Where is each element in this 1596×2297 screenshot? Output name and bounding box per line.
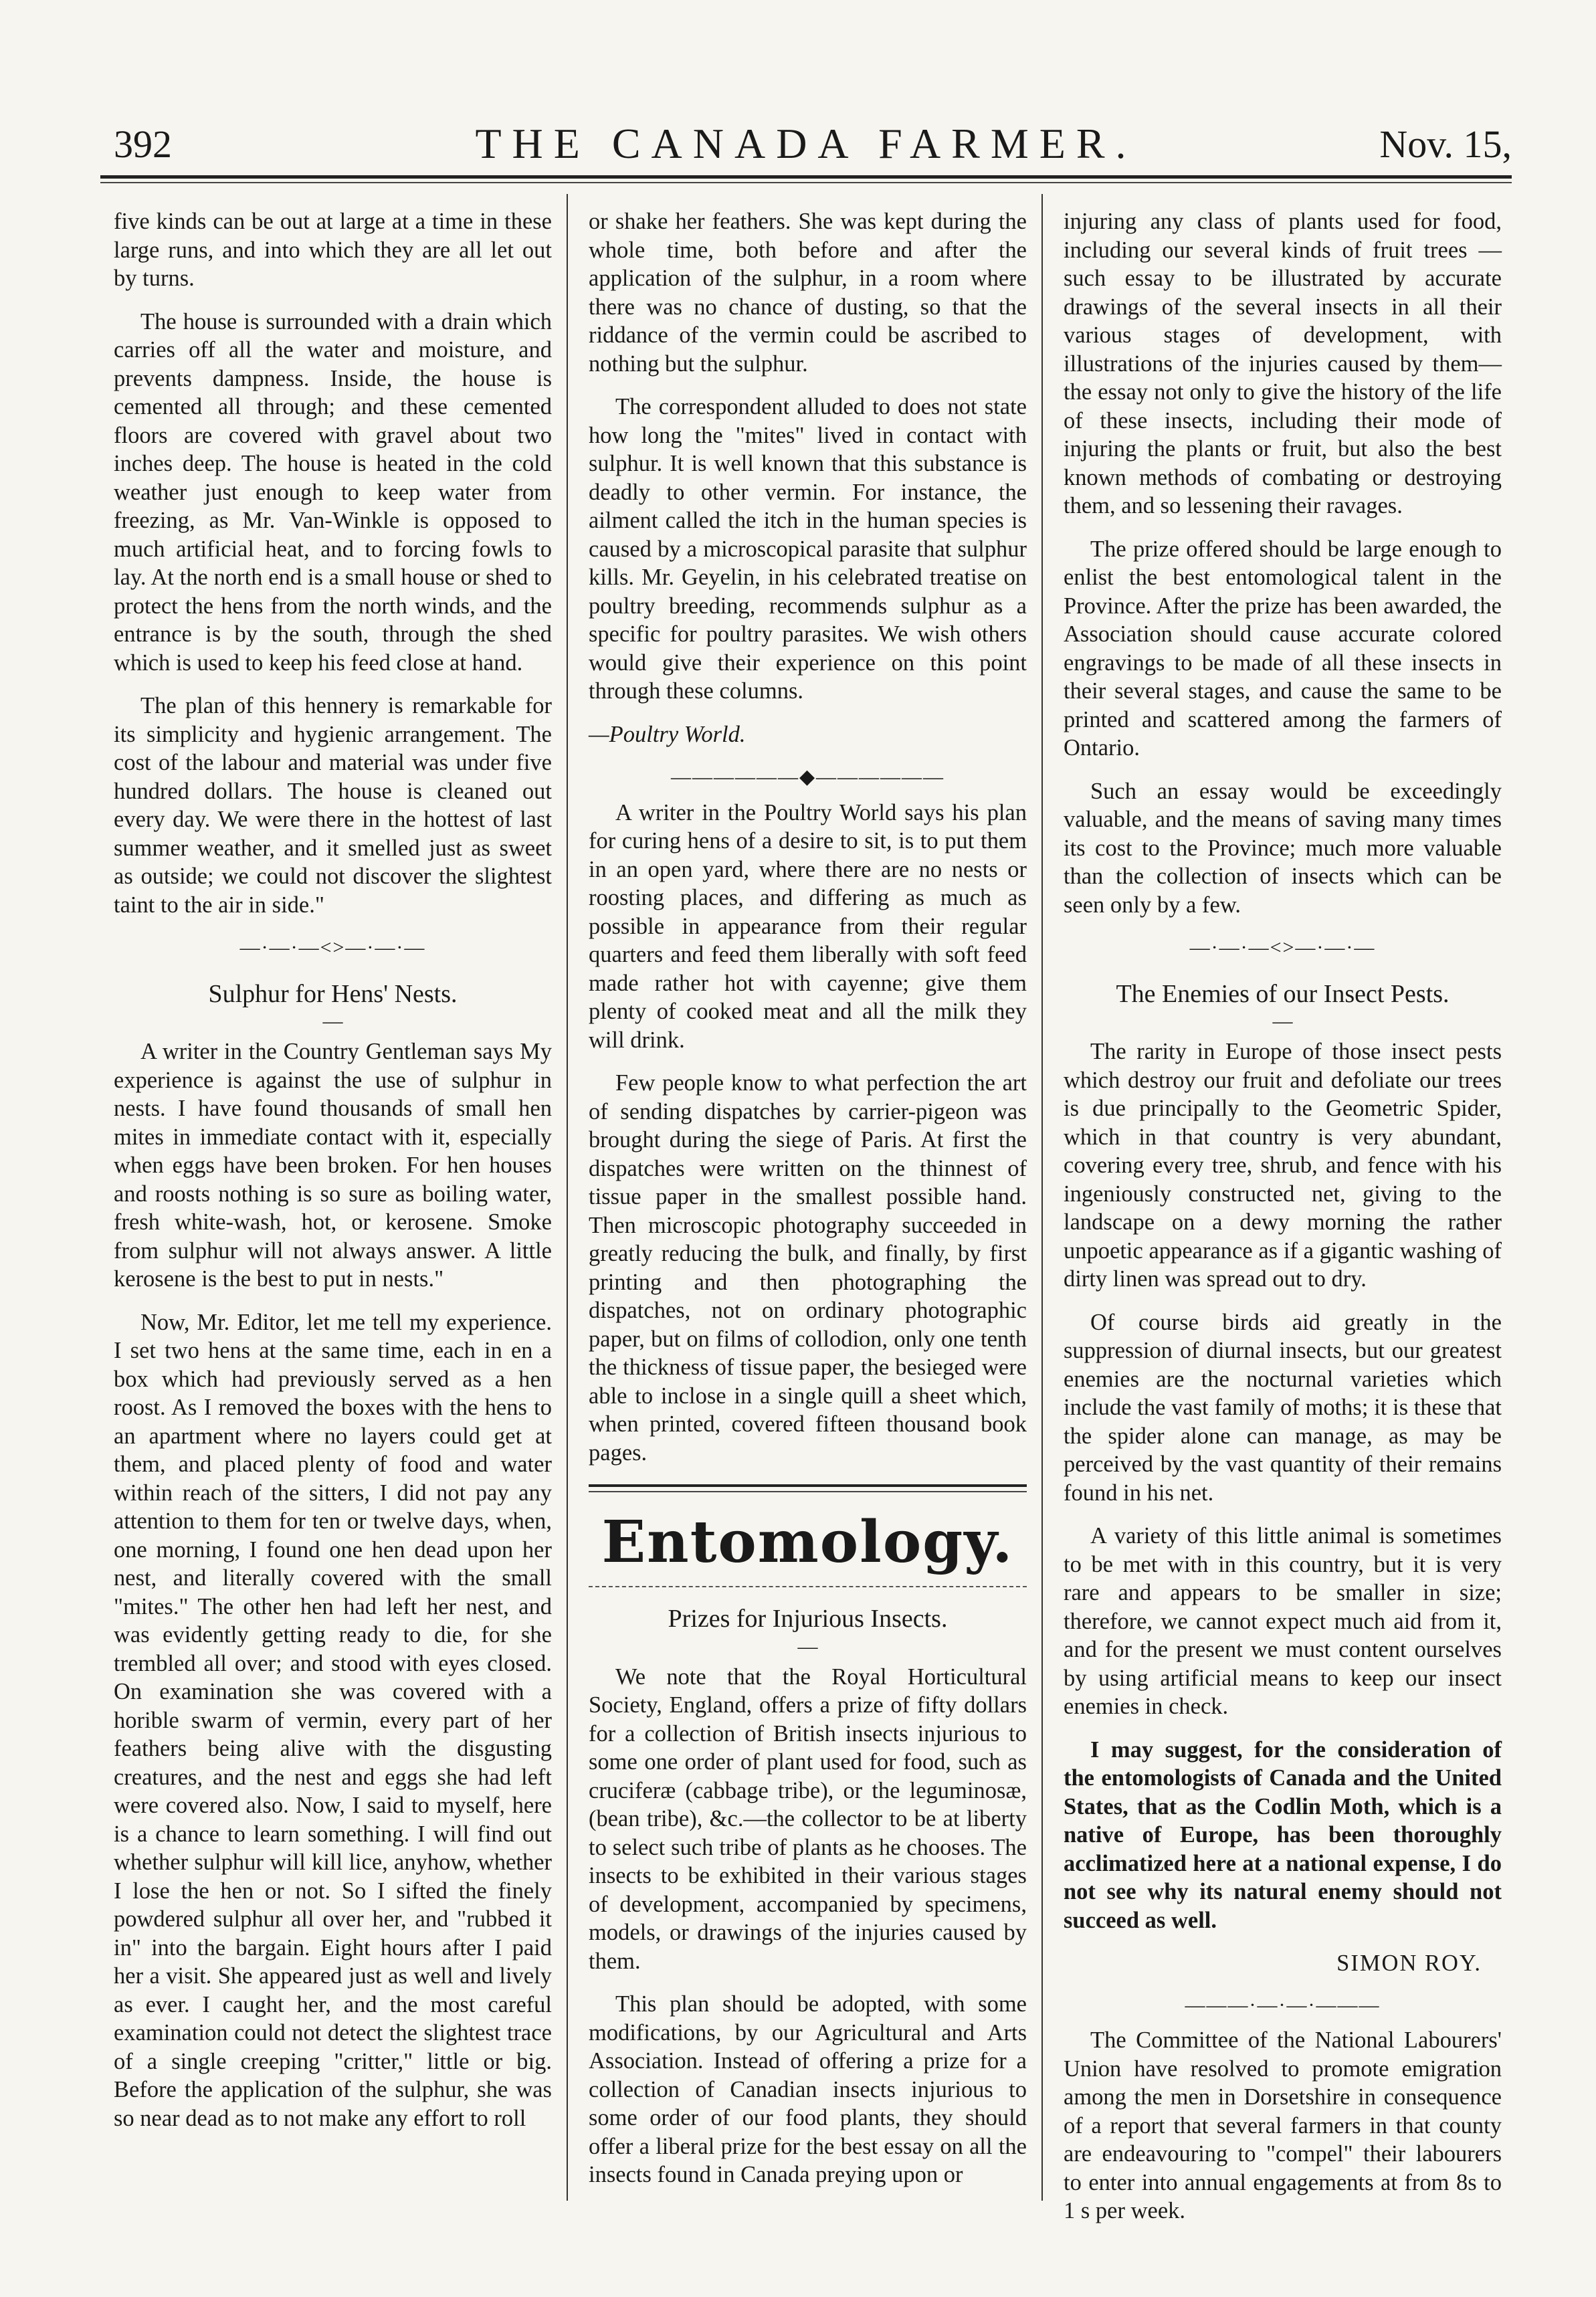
article-heading: Prizes for Injurious Insects. xyxy=(668,1605,948,1633)
page-number: 392 xyxy=(114,122,172,166)
newspaper-page xyxy=(100,114,1512,2223)
article-heading: Sulphur for Hens' Nests. xyxy=(208,979,458,1008)
article-credit: —Poultry World. xyxy=(589,721,746,747)
paragraph: The Committee of the National Labourers' Union have resolved to promote emigration among the men in Dorsetshire in consequence of a report that several farmers in that county are endeavouring to "compel" their labourers to enter into annual engagements at from 8s to 1 s per week. xyxy=(1064,2027,1502,2223)
paragraph: Now, Mr. Editor, let me tell my experience. I set two hens at the same time, each in en a box which had previously served as a hen roost. As I removed the boxes with the hens to an apartment where no layers could get at them, and placed plenty of food and water within reach of the sitters, I did not pay any attention to them for ten or twelve days, when, one morning, I found one hen dead upon her nest, and literally covered with the small "mites." The other hen had left her nest, and was evidently getting ready to die, for she trembled all over; and stood with eyes closed. On examination she was covered with a horible swarm of vermin, every part of her feathers being alive with the disgusting creatures, and the nest and eggs she had left were covered also. Now, I said to myself, here is a chance to learn something. I will find out whether sulphur will kill lice, anyhow, whether I lose the hen or not. So I sifted the finely powdered sulphur all over her, and "rubbed it in" into the bargain. Eight hours after I paid her a visit. She appeared just as well and lively as ever. I caught her, and the most careful examination could not detect the slightest trace of a single creeping "critter," little or big. Before the application of the sulphur, she was so near dead as to not make any effort to roll xyxy=(114,1309,552,2131)
masthead xyxy=(100,114,1512,174)
paragraph: Such an essay would be exceedingly valuable, and the means of saving many times its cost to the Province; much more valuable than the collection of insects which can be seen only by a few. xyxy=(1064,778,1502,918)
paragraph: A variety of this little animal is sometimes to be met with in this country, but it is very rare and appears to be smaller in size; therefore, we cannot expect much aid from it, and for the present we must content ourselves by using artificial means to keep our insect enemies in check. xyxy=(1064,1523,1502,1719)
ornament-separator: —·—·—<>—·—·— xyxy=(1189,936,1376,959)
paragraph: The rarity in Europe of those insect pests which destroy our fruit and defoliate our trees is due principally to the Geometric Spider, which in that country is very abundant, covering every tree, shrub, and fence with his ingeniously constructed net, giving to the landscape on a dewy morning the rather unpoetic appearance as if a gigantic washing of dirty linen was spread out to dry. xyxy=(1064,1039,1502,1292)
article-heading: The Enemies of our Insect Pests. xyxy=(1116,979,1450,1008)
paragraph: injuring any class of plants used for food, including our several kinds of fruit trees —such essay to be illustrated by accurate drawings of the several insects in all their various stages of development, with illustrations of the injuries caused by them—the essay not only to give the history of the life of these insects, including their mode of injuring the plants or fruit, but also the best known methods of combating or destroying them, and so lessening their ravages. xyxy=(1064,209,1502,518)
masthead-rule-thin xyxy=(100,182,1512,183)
paragraph: A writer in the Country Gentleman says My experience is against the use of sulphur in nests. I have found thousands of small hen mites in immediate contact with it, especially when eggs have been broken. For hen houses and roosts nothing is so sure as boiling water, fresh white-wash, hot, or kerosene. Smoke from sulphur will not always answer. A little kerosene is the best to put in nests." xyxy=(114,1039,552,1292)
section-rule-thin xyxy=(589,1491,1027,1492)
paragraph: Few people know to what perfection the art of sending dispatches by carrier-pigeon was brought during the siege of Paris. At first the dispatches were written on the thinnest of tissue paper in the smallest possible hand. Then microscopic photography succeeded in greatly reducing the bulk, and finally, by first printing and then photographing the dispatches, not on ordinary photographic paper, but on films of collodion, only one tenth the thickness of tissue paper, the besieged were able to inclose in a single quill a sheet which, when printed, covered fifteen thousand book pages. xyxy=(589,1070,1027,1466)
paragraph: A writer in the Poultry World says his plan for curing hens of a desire to sit, is to put them in an open yard, where there are no nests or roosting places, and differing as much as possible in appearance from their regular quarters and feed them liberally with soft feed made rather hot with cayenne; give them plenty of cooked meat and all the milk they will drink. xyxy=(589,799,1027,1053)
ornament-separator: ———·—·—·——— xyxy=(1185,1993,1381,2016)
paragraph: The correspondent alluded to does not state how long the "mites" lived in contact with sulphur. It is well known that this substance is deadly to other vermin. For instance, the ailment called the itch in the human species is caused by a microscopical parasite that sulphur kills. Mr. Geyelin, in his celebrated treatise on poultry breeding, recommends sulphur as a specific for poultry parasites. We wish others would give their experience on this point through these columns. xyxy=(589,394,1027,704)
section-rules xyxy=(589,1484,1027,1492)
column-divider xyxy=(1041,194,1043,2201)
paragraph: The plan of this hennery is remarkable for its simplicity and hygienic arrangement. The cost of the labour and material was under five hundred dollars. The house is cleaned out every day. We were there in the hottest of last summer weather, and it smelled just as sweet as outside; we could not discover the slightest taint to the air in side." xyxy=(114,693,552,918)
column-divider xyxy=(567,194,568,2201)
masthead-rule xyxy=(100,175,1512,179)
column-3 xyxy=(1064,207,1502,2240)
paragraph: I may suggest, for the consideration of the entomologists of Canada and the United States, that as the Codlin Moth, which is a native of Europe, has been thoroughly acclimatized here at a national expense, I do not see why its natural enemy should not succeed as well. xyxy=(1064,1736,1502,1933)
paragraph: The house is surrounded with a drain which carries off all the water and moisture, and prevents dampness. Inside, the house is cemented all through; and these cemented floors are covered with gravel about two inches deep. The house is heated in the cold weather just enough to keep water from freezing, as Mr. Van-Winkle is opposed to much artificial heat, and to forcing fowls to lay. At the north end is a small house or shed to protect the hens from the north winds, and the entrance is by the south, through the shed which is used to keep his feed close at hand. xyxy=(114,308,552,676)
heading-dash: — xyxy=(1272,1010,1293,1032)
paragraph: The prize offered should be large enough to enlist the best entomological talent in the Province. After the prize has been awarded, the Association should cause accurate colored engravings to be made of all these insects in their several stages, and cause the same to be printed and scattered among the farmers of Ontario. xyxy=(1064,536,1502,761)
newspaper-title: THE CANADA FARMER. xyxy=(475,120,1137,167)
section-title-rule xyxy=(589,1586,1027,1587)
heading-dash: — xyxy=(797,1635,818,1658)
issue-date: Nov. 15, xyxy=(1379,122,1512,166)
ornament-separator: ——————◆—————— xyxy=(670,766,945,788)
heading-dash: — xyxy=(322,1010,343,1032)
ornament-separator: —·—·—<>—·—·— xyxy=(239,936,426,959)
section-rule xyxy=(589,1484,1027,1487)
author-signature: SIMON ROY. xyxy=(1336,1951,1482,1976)
column-1 xyxy=(114,207,552,2147)
column-2 xyxy=(589,207,1027,2204)
paragraph: We note that the Royal Horticultural Society, England, offers a prize of fifty dollars for a collection of British insects injurious to some one order of plant used for food, such as cruciferæ (cabbage tribe), or the leguminosæ, (bean tribe), &c.—the collector to be at liberty to select such tribe of plants as he chooses. The insects to be exhibited in their various stages of development, accompanied by specimens, models, or drawings of the injuries caused by them. xyxy=(589,1664,1027,1974)
paragraph: or shake her feathers. She was kept during the whole time, both before and after the application of the sulphur, in a room where there was no chance of dusting, so that the riddance of the vermin could be ascribed to nothing but the sulphur. xyxy=(589,209,1027,377)
paragraph: This plan should be adopted, with some modifications, by our Agricultural and Arts Association. Instead of offering a prize for a collection of Canadian insects injurious to some order of our food plants, they should offer a liberal prize for the best essay on all the insects found in Canada preying upon or xyxy=(589,1991,1027,2187)
section-title: Entomology. xyxy=(601,1508,1014,1576)
paragraph: five kinds can be out at large at a time in these large runs, and into which they are all let out by turns. xyxy=(114,209,552,291)
paragraph: Of course birds aid greatly in the suppression of diurnal insects, but our greatest enemies are the nocturnal varieties which include the vast family of moths; it is these that the spider alone can manage, as may be perceived by the vast quantity of their remains found in his net. xyxy=(1064,1309,1502,1506)
